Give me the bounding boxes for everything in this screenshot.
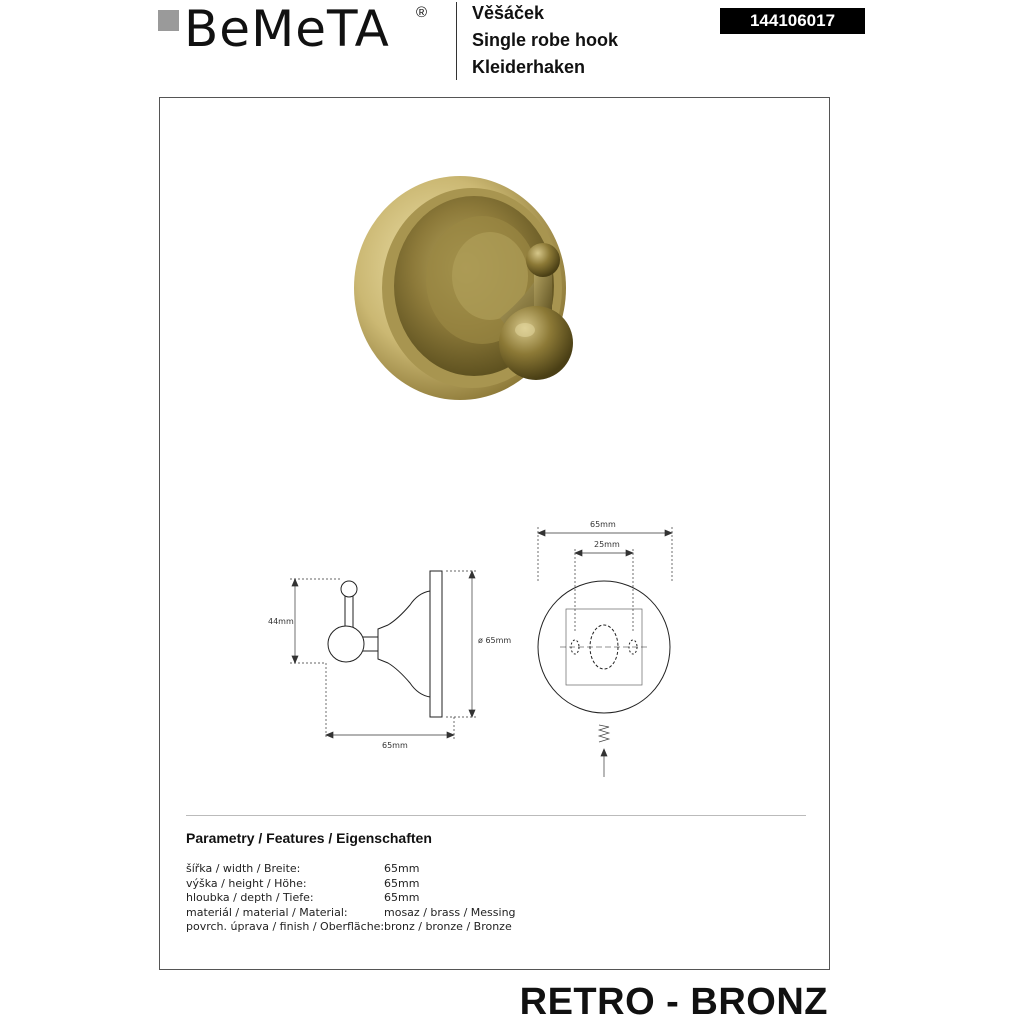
side-dimensions — [290, 571, 478, 739]
feature-row — [186, 906, 516, 921]
side-width-label: 65mm — [382, 741, 408, 750]
feature-label: výška / height / Höhe: — [186, 876, 307, 890]
title-german: Kleiderhaken — [472, 57, 586, 77]
front-inner-label: 25mm — [594, 540, 620, 549]
logo-square — [158, 10, 179, 31]
registered-mark: ® — [416, 4, 428, 21]
side-height-label: 44mm — [268, 617, 294, 626]
collection-title: RETRO - BRONZ — [519, 981, 828, 1023]
feature-label: šířka / width / Breite: — [186, 862, 301, 875]
feature-value: 65mm — [384, 891, 420, 904]
product-code-badge: 144106017 — [720, 8, 865, 34]
technical-drawing — [260, 513, 730, 783]
feature-row — [186, 920, 516, 935]
side-view — [328, 571, 442, 717]
front-width-label: 65mm — [590, 520, 616, 529]
side-diameter-label: ø 65mm — [478, 636, 512, 645]
product-sheet-frame — [159, 97, 830, 970]
feature-row — [186, 862, 516, 877]
features-heading: Parametry / Features / Eigenschaften — [186, 830, 432, 846]
title-english: Single robe hook — [472, 30, 619, 50]
feature-value: 65mm — [384, 876, 420, 890]
title-czech: Věšáček — [472, 3, 545, 23]
features-table — [186, 862, 516, 935]
feature-label: materiál / material / Material: — [186, 905, 348, 919]
features-divider — [186, 815, 806, 816]
product-titles — [472, 0, 618, 81]
product-photo — [350, 168, 610, 428]
feature-label: povrch. úprava / finish / Oberfläche: — [186, 920, 385, 933]
feature-value: 65mm — [384, 862, 420, 875]
feature-value: bronz / bronze / Bronze — [384, 920, 512, 933]
feature-value: mosaz / brass / Messing — [384, 905, 516, 919]
brand-logo: BeMeTA — [184, 0, 390, 58]
feature-label: hloubka / depth / Tiefe: — [186, 891, 314, 904]
front-view — [538, 581, 670, 713]
feature-row — [186, 891, 516, 906]
header-divider — [456, 2, 457, 80]
feature-row — [186, 877, 516, 892]
